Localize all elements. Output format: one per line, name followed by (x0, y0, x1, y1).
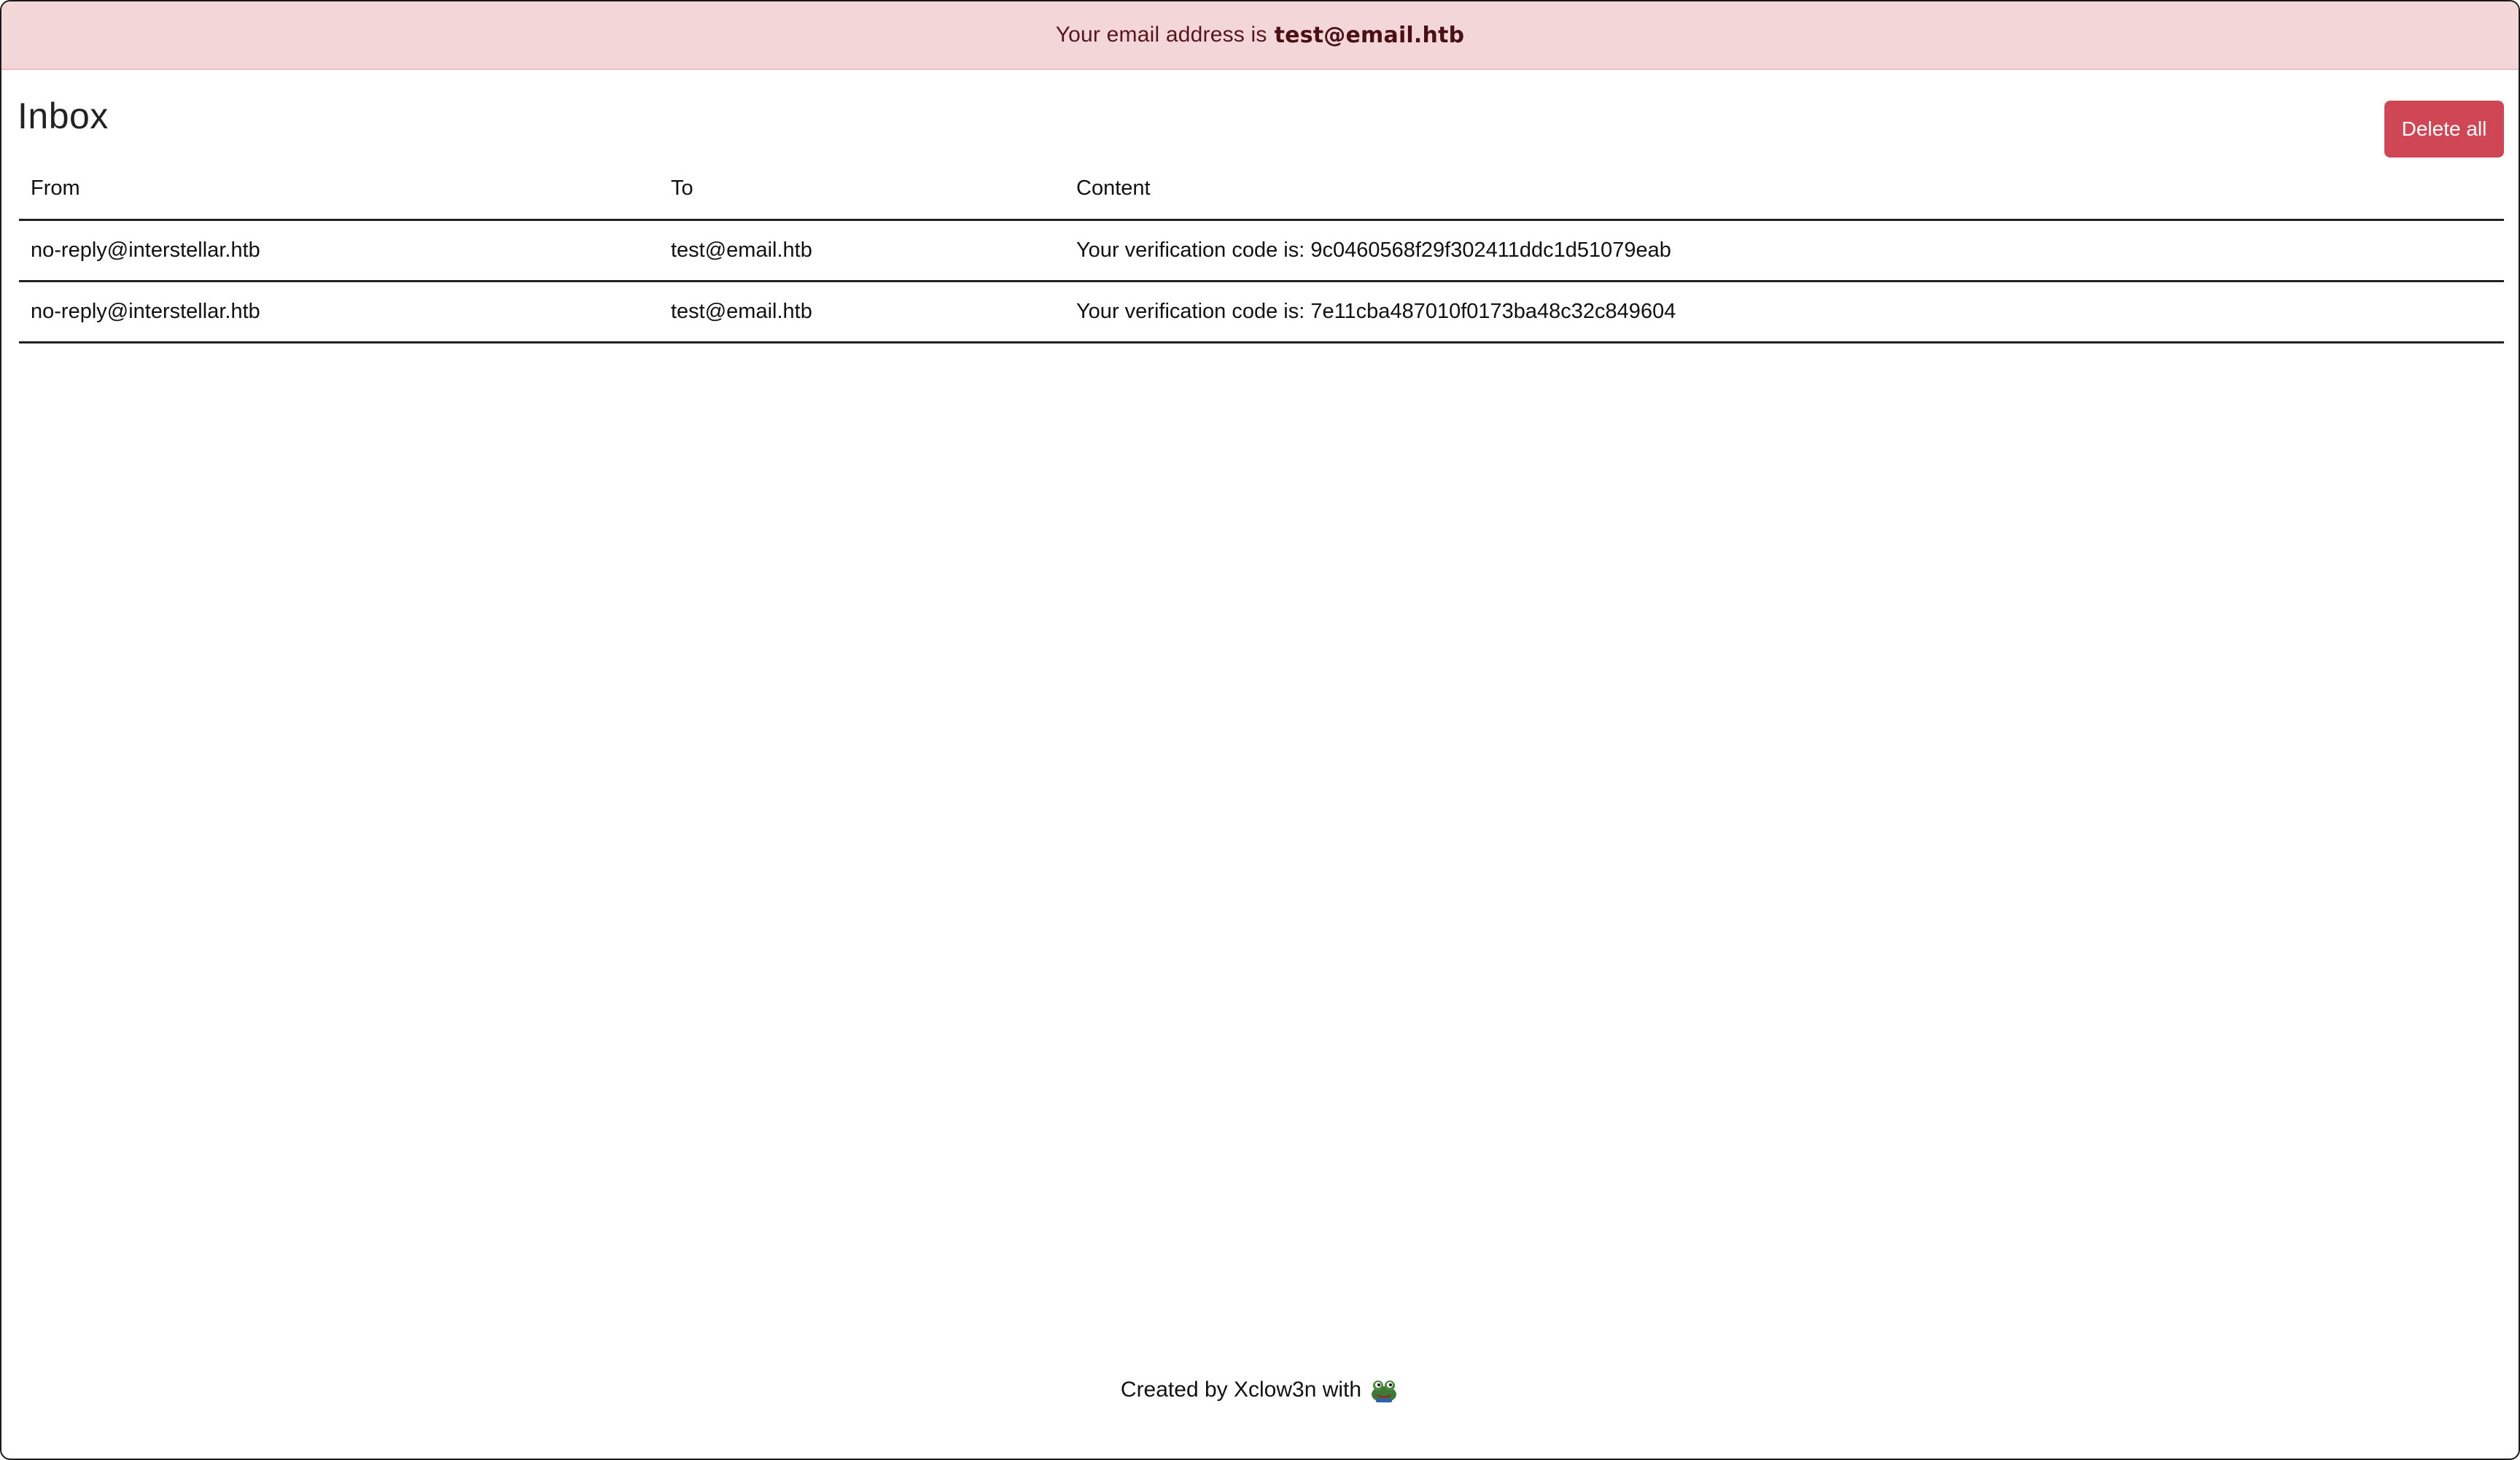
footer-text: Created by Xclow3n with (1120, 1378, 1362, 1402)
footer (1, 1377, 2519, 1403)
column-header-content: Content (1065, 158, 2504, 220)
delete-all-button[interactable]: Delete all (2384, 101, 2504, 158)
email-alert-banner (1, 1, 2519, 70)
column-header-to: To (659, 158, 1065, 220)
inbox-table (19, 158, 2504, 343)
cell-content: Your verification code is: 9c0460568f29f302411ddc1d51079eab (1065, 220, 2504, 281)
cell-from: no-reply@interstellar.htb (19, 281, 659, 343)
page-title: Inbox (18, 96, 109, 136)
cell-content: Your verification code is: 7e11cba487010f0173ba48c32c849604 (1065, 281, 2504, 343)
column-header-from: From (19, 158, 659, 220)
table-row (19, 220, 2504, 281)
cell-to: test@email.htb (659, 281, 1065, 343)
alert-email: test@email.htb (1274, 22, 1465, 48)
table-header-row (19, 158, 2504, 220)
table-row (19, 281, 2504, 343)
alert-prefix: Your email address is (1055, 23, 1267, 47)
frog-icon (1369, 1377, 1399, 1403)
cell-to: test@email.htb (659, 220, 1065, 281)
cell-from: no-reply@interstellar.htb (19, 220, 659, 281)
